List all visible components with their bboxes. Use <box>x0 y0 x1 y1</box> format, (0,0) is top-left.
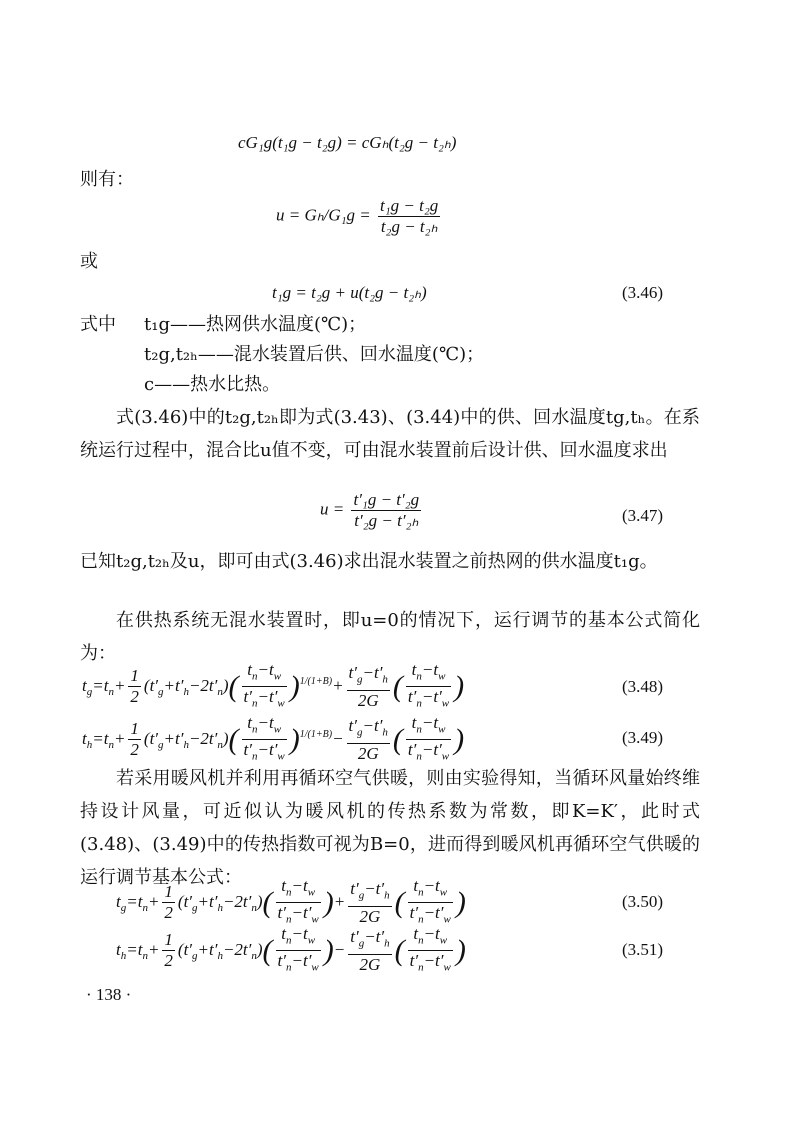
u-def-denominator: t₂g − t₂ₕ <box>380 217 438 236</box>
u-def-numerator: t₁g − t₂g <box>380 196 439 215</box>
eq-347-numerator: t′₁g − t′₂g <box>353 490 420 509</box>
equation-3-51-label: (3.51) <box>622 940 664 959</box>
equation-3-49: $t_h=t_n+$ $\frac{1}{2}$ $(t'_g+t'_h-2t'_n)$( $\frac{t_n-t_w}{t'_n-t'_w}$ )$^{1/(1+B)}$− $\frac{t'_g-t'_h}{2G}$ ( $\frac{t_n-t_w}{t'_n-t'_w}$ ) <box>82 713 465 763</box>
eq-347-denominator: t′₂g − t′₂ₕ <box>354 511 419 530</box>
equation-3-46: t₁g = t₂g + u(t₂g − t₂ₕ) <box>272 283 427 302</box>
equation-3-50-label: (3.50) <box>622 892 664 911</box>
equation-3-46-label: (3.46) <box>622 283 664 302</box>
text-where: 式中 <box>80 314 116 335</box>
text-or: 或 <box>80 251 98 272</box>
paragraph-known-values: 已知t₂g,t₂ₕ及u，即可由式(3.46)求出混水装置之前热网的供水温度t₁g。 <box>80 551 658 572</box>
paragraph-mixing-ratio: 式(3.46)中的t₂g,t₂ₕ即为式(3.43)、(3.44)中的供、回水温度tg,tₕ。在系统运行过程中，混合比u值不变，可由混水装置前后设计供、回水温度求出 <box>80 407 700 461</box>
equation-u-definition <box>276 196 443 237</box>
text-then-have: 则有： <box>80 169 134 190</box>
equation-3-50: $t_g=t_n+$ $\frac{1}{2}$ $(t'_g+t'_h-2t'_n)$( $\frac{t_n-t_w}{t'_n-t'_w}$ )+ $\frac{t'_g-t'_h}{2G}$ ( $\frac{t_n-t_w}{t'_n-t'_w}$ ) <box>116 876 466 926</box>
equation-3-48: $t_g=t_n+$ $\frac{1}{2}$ $(t'_g+t'_h-2t'_n)$( $\frac{t_n-t_w}{t'_n-t'_w}$ )$^{1/(1+B)}$+ $\frac{t'_g-t'_h}{2G}$ ( $\frac{t_n-t_w}{t'_n-t'_w}$ ) <box>82 660 465 710</box>
paragraph-no-mixing: 在供热系统无混水装置时，即u=0的情况下，运行调节的基本公式简化为： <box>80 610 700 664</box>
definition-t1g: t₁g——热网供水温度(℃)； <box>144 314 367 335</box>
equation-3-47 <box>320 490 424 531</box>
page-number: · 138 · <box>86 985 132 1004</box>
equation-3-47-label: (3.47) <box>622 506 664 525</box>
equation-3-51: $t_h=t_n+$ $\frac{1}{2}$ $(t'_g+t'_h-2t'_n)$( $\frac{t_n-t_w}{t'_n-t'_w}$ )− $\frac{t'_g-t'_h}{2G}$ ( $\frac{t_n-t_w}{t'_n-t'_w}$ ) <box>116 924 466 974</box>
eq-347-left: u = <box>320 499 345 519</box>
equation-3-49-label: (3.49) <box>622 728 664 747</box>
paragraph-fan-heater: 若采用暖风机并利用再循环空气供暖，则由实验得知，当循环风量始终维持设计风量，可近似认为暖风机的传热系数为常数，即K=K′，此时式(3.48)、(3.49)中的传热指数可视为B=0，进而得到暖风机再循环空气供暖的运行调节基本公式： <box>80 768 700 888</box>
equation-heat-balance: cG₁g(t₁g − t₂g) = cGₕ(t₂g − t₂ₕ) <box>238 133 457 152</box>
u-def-left: u = Gₕ/G₁g = <box>276 205 371 225</box>
equation-3-48-label: (3.48) <box>622 677 664 696</box>
definition-t2g-t2h: t₂g,t₂ₕ——混水装置后供、回水温度(℃)； <box>144 344 485 365</box>
definition-c: c——热水比热。 <box>144 374 281 395</box>
